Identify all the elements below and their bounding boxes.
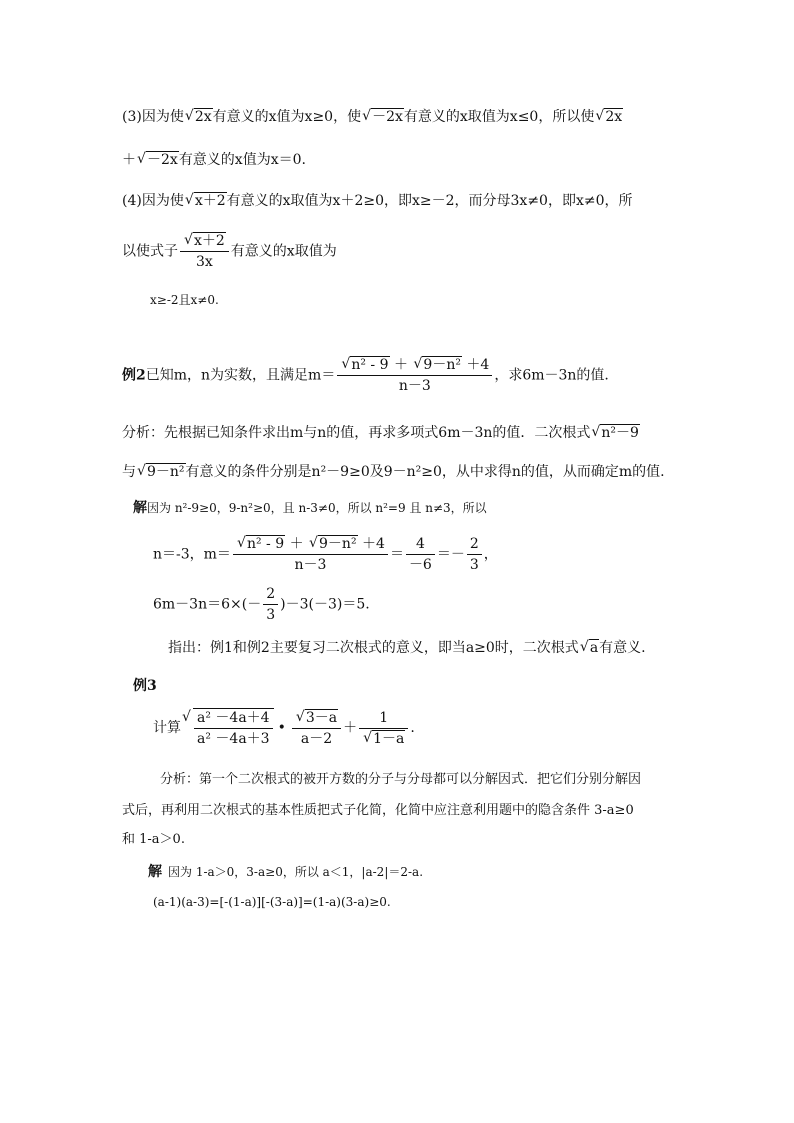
paragraph-4-result: x≥-2且x≠0.: [150, 293, 219, 307]
fraction: $\frac{4}{-6}$: [406, 535, 435, 574]
analysis-3-line3: 和 1-a＞0.: [122, 832, 185, 847]
radical: √ $\frac{\text{a² －4a＋4}}{\text{a² －4a＋3}}$: [182, 708, 274, 748]
example-3-expression: 计算 √ $\frac{\text{a² －4a＋4}}{\text{a² －4a＋3}}$ • √ $\frac{3-a}{a-2}$ ＋ 1 √ 1－a .: [153, 708, 415, 748]
note-line: 指出：例1和例2主要复习二次根式的意义，即当a≥0时，二次根式√ a有意义.: [168, 638, 646, 658]
radical: √ n²－9: [591, 423, 640, 443]
solution-2-eq1: n＝-3，m＝ √ $\frac{\text{n² - 9 ＋ √ 9－n² ＋4}}{n-3}$ ＝ $\frac{4}{-6}$ ＝－ $\frac{2}{3}$ ，: [153, 535, 498, 574]
example-3-label: 例3: [133, 678, 157, 694]
radical: √ 2x: [185, 107, 213, 127]
paragraph-3-line2: ＋√ －2x有意义的x值为x＝0.: [122, 150, 306, 170]
example-2-statement: 例2已知m，n为实数，且满足m＝ √ $\frac{\text{n² - 9 ＋ √ 9－n² ＋4}}{n-3}$ ，求6m－3n的值.: [122, 356, 609, 395]
solution-2-eq2: 6m－3n＝6×(－ $\frac{2}{3}$ )－3(－3)＝5.: [153, 586, 370, 623]
fraction: √ $\frac{3-a}{a-2}$: [292, 709, 341, 748]
fraction: $\frac{2}{3}$: [263, 585, 278, 624]
solution-2-intro: 解因为 n²-9≥0，9-n²≥0，且 n-3≠0，所以 n²=9 且 n≠3，所以: [133, 500, 487, 516]
fraction: √ $\frac{x+2}{3x}$: [180, 232, 229, 271]
solution-3-line1: 解 因为 1-a＞0，3-a≥0，所以 a＜1，|a-2|＝2-a.: [148, 864, 424, 880]
analysis-3-line2: 式后，再利用二次根式的基本性质把式子化简，化简中应注意利用题中的隐含条件 3-a≥0: [122, 803, 634, 818]
radical: √ －2x: [137, 150, 179, 170]
paragraph-4-line1: (4)因为使√ x＋2有意义的x取值为x＋2≥0，即x≥－2，而分母3x≠0，即x≠0，所: [122, 191, 633, 211]
radical: √ －2x: [362, 107, 404, 127]
radical: √ x＋2: [185, 191, 227, 211]
radical: √ a: [580, 638, 599, 658]
paragraph-4-line2: 以使式子 √ $\frac{x+2}{3x}$ 有意义的x取值为: [122, 232, 337, 271]
fraction: √ $\frac{\text{n² - 9 ＋ √ 9－n² ＋4}}{n-3}$: [337, 356, 492, 395]
paragraph-3-line1: (3)因为使√ 2x有意义的x值为x≥0，使√ －2x有意义的x取值为x≤0，所以使√ 2x: [122, 107, 623, 127]
radical: √ 9－n²: [137, 462, 186, 482]
analysis-3-line1: 分析：第一个二次根式的被开方数的分子与分母都可以分解因式．把它们分别分解因: [160, 772, 642, 787]
solution-3-line2: (a-1)(a-3)=[-(1-a)][-(3-a)]=(1-a)(3-a)≥0.: [153, 895, 391, 909]
radical: √ 2x: [595, 107, 623, 127]
fraction: 1 √ 1－a: [359, 709, 408, 748]
analysis-2-line1: 分析：先根据已知条件求出m与n的值，再求多项式6m－3n的值．二次根式√ n²－9: [122, 423, 640, 443]
fraction: √ $\frac{\text{n² - 9 ＋ √ 9－n² ＋4}}{n-3}$: [233, 535, 388, 574]
analysis-2-line2: 与√ 9－n²有意义的条件分别是n²－9≥0及9－n²≥0，从中求得n的值，从而确定m的值.: [122, 462, 665, 482]
fraction: $\frac{2}{3}$: [467, 535, 482, 574]
